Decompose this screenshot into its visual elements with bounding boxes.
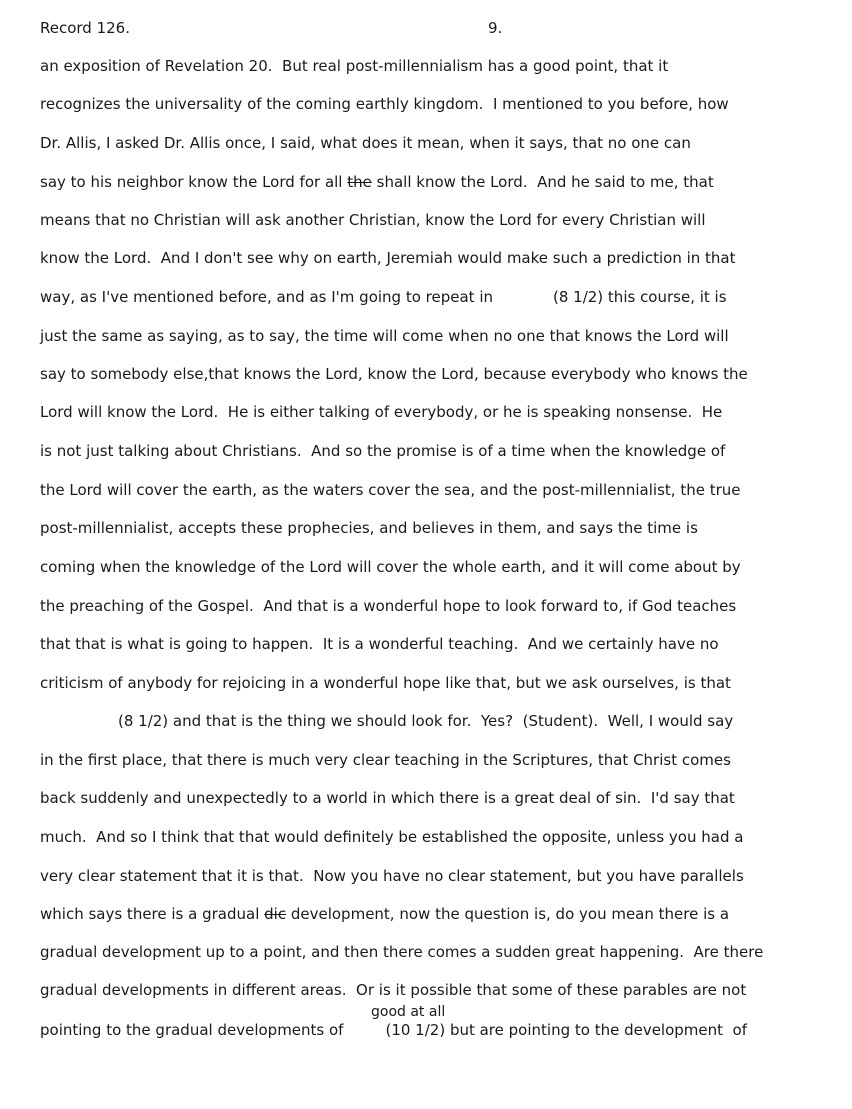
page-number: 9. [488,19,503,37]
text-line: an exposition of Revelation 20. But real post-millennialism has a good point, that it [40,57,669,75]
text-line: very clear statement that it is that. Now you have no clear statement, but you have parallels [40,867,744,885]
text-line: which says there is a gradual dic development, now the question is, do you mean there is a [40,905,730,923]
text-line: back suddenly and unexpectedly to a world in which there is a great deal of sin. I'd say that [40,789,735,807]
struck-word: the [347,173,372,191]
time-marker: (10 1/2) [385,1021,446,1039]
text-line: that that is what is going to happen. It is a wonderful teaching. And we certainly have no [40,635,719,653]
record-header: Record 126. [40,19,130,37]
text-line: much. And so I think that that would definitely be established the opposite, unless you had a [40,828,744,846]
text-line: the preaching of the Gospel. And that is a wonderful hope to look forward to, if God teaches [40,597,737,615]
text-line: the Lord will cover the earth, as the waters cover the sea, and the post-millennialist, the true [40,481,741,499]
text-line: gradual developments in different areas. Or is it possible that some of these parables are not [40,981,747,999]
text-line: know the Lord. And I don't see why on earth, Jeremiah would make such a prediction in that [40,249,736,267]
text-line: means that no Christian will ask another Christian, know the Lord for every Christian will [40,211,706,229]
text-line: recognizes the universality of the coming earthly kingdom. I mentioned to you before, how [40,95,729,113]
text-line: is not just talking about Christians. And so the promise is of a time when the knowledge of [40,442,726,460]
text-line: criticism of anybody for rejoicing in a wonderful hope like that, but we ask ourselves, is that [40,674,731,692]
text-line: Lord will know the Lord. He is either talking of everybody, or he is speaking nonsense. He [40,403,723,421]
text-line: post-millennialist, accepts these prophecies, and believes in them, and says the time is [40,519,698,537]
text-line: gradual development up to a point, and then there comes a sudden great happening. Are there [40,943,764,961]
text-line: way, as I've mentioned before, and as I'm going to repeat in (8 1/2) this course, it is [40,288,727,306]
text-line: in the first place, that there is much very clear teaching in the Scriptures, that Christ comes [40,751,731,769]
text-line: just the same as saying, as to say, the time will come when no one that knows the Lord will [40,327,729,345]
text-line: (8 1/2) and that is the thing we should look for. Yes? (Student). Well, I would say [118,712,734,730]
text-line: say to somebody else,that knows the Lord, know the Lord, because everybody who knows the [40,365,748,383]
time-marker: (8 1/2) [553,288,604,306]
text-line: Dr. Allis, I asked Dr. Allis once, I said, what does it mean, when it says, that no one can [40,134,691,152]
text-line: pointing to the gradual developments of (10 1/2) but are pointing to the development of [40,1021,748,1039]
handwritten-insertion: good at all [371,1004,446,1020]
struck-word: dic [264,905,287,923]
text-line: say to his neighbor know the Lord for all the shall know the Lord. And he said to me, that [40,173,714,191]
text-line: coming when the knowledge of the Lord will cover the whole earth, and it will come about by [40,558,741,576]
